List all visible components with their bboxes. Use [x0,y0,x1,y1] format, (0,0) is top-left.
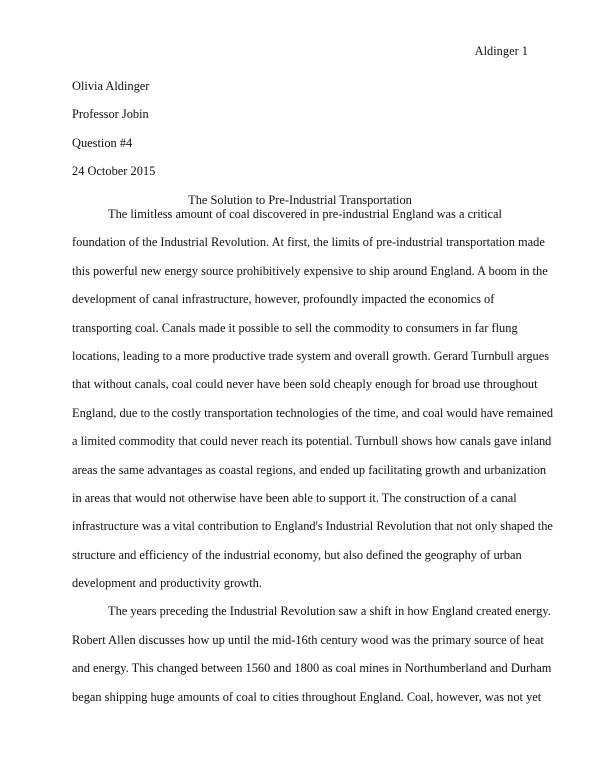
body-line: England, due to the costly transportation technologies of the time, and coal would have remained [72,405,554,420]
author-name: Olivia Aldinger [72,79,150,93]
body-line: this powerful new energy source prohibitively expensive to ship around England. A boom in the [72,263,548,278]
body-line: a limited commodity that could never reach its potential. Turnbull shows how canals gave inland [72,434,552,449]
paragraph-first-line: The limitless amount of coal discovered in pre-industrial England was a critical [108,207,502,221]
body-line: infrastructure was a vital contribution to England's Industrial Revolution that not only shaped the [72,519,553,534]
body-line: locations, leading to a more productive trade system and overall growth. Gerard Turnbull argues [72,348,550,363]
body-line: Robert Allen discusses how up until the mid-16th century wood was the primary source of heat [72,632,544,647]
date: 24 October 2015 [72,164,156,179]
body-line: development and productivity growth. [72,576,262,591]
essay-title: The Solution to Pre-Industrial Transportation [188,192,412,207]
instructor-name: Professor Jobin [72,107,149,122]
paragraph-first-line: The years preceding the Industrial Revolution saw a shift in how England created energy. [108,604,551,619]
heading-block [72,72,528,214]
assignment-label: Question #4 [72,135,133,150]
running-header: Aldinger 1 [474,44,528,58]
body-line: in areas that would not otherwise have been able to support it. The construction of a canal [72,490,517,505]
body-line: that without canals, coal could never have been sold cheaply enough for broad use throughout [72,377,538,392]
body-line: transporting coal. Canals made it possible to sell the commodity to consumers in far flung [72,320,518,335]
body-line: foundation of the Industrial Revolution. At first, the limits of pre-industrial transportation made [72,235,545,250]
body-line: areas the same advantages as coastal regions, and ended up facilitating growth and urbanization [72,462,547,477]
body-line: and energy. This changed between 1560 and 1800 as coal mines in Northumberland and Durham [72,661,552,676]
body-line: structure and efficiency of the industrial economy, but also defined the geography of urban [72,547,522,562]
essay-body [72,200,554,711]
body-line: development of canal infrastructure, however, profoundly impacted the economics of [72,292,495,307]
body-line: began shipping huge amounts of coal to cities throughout England. Coal, however, was not yet [72,689,542,704]
